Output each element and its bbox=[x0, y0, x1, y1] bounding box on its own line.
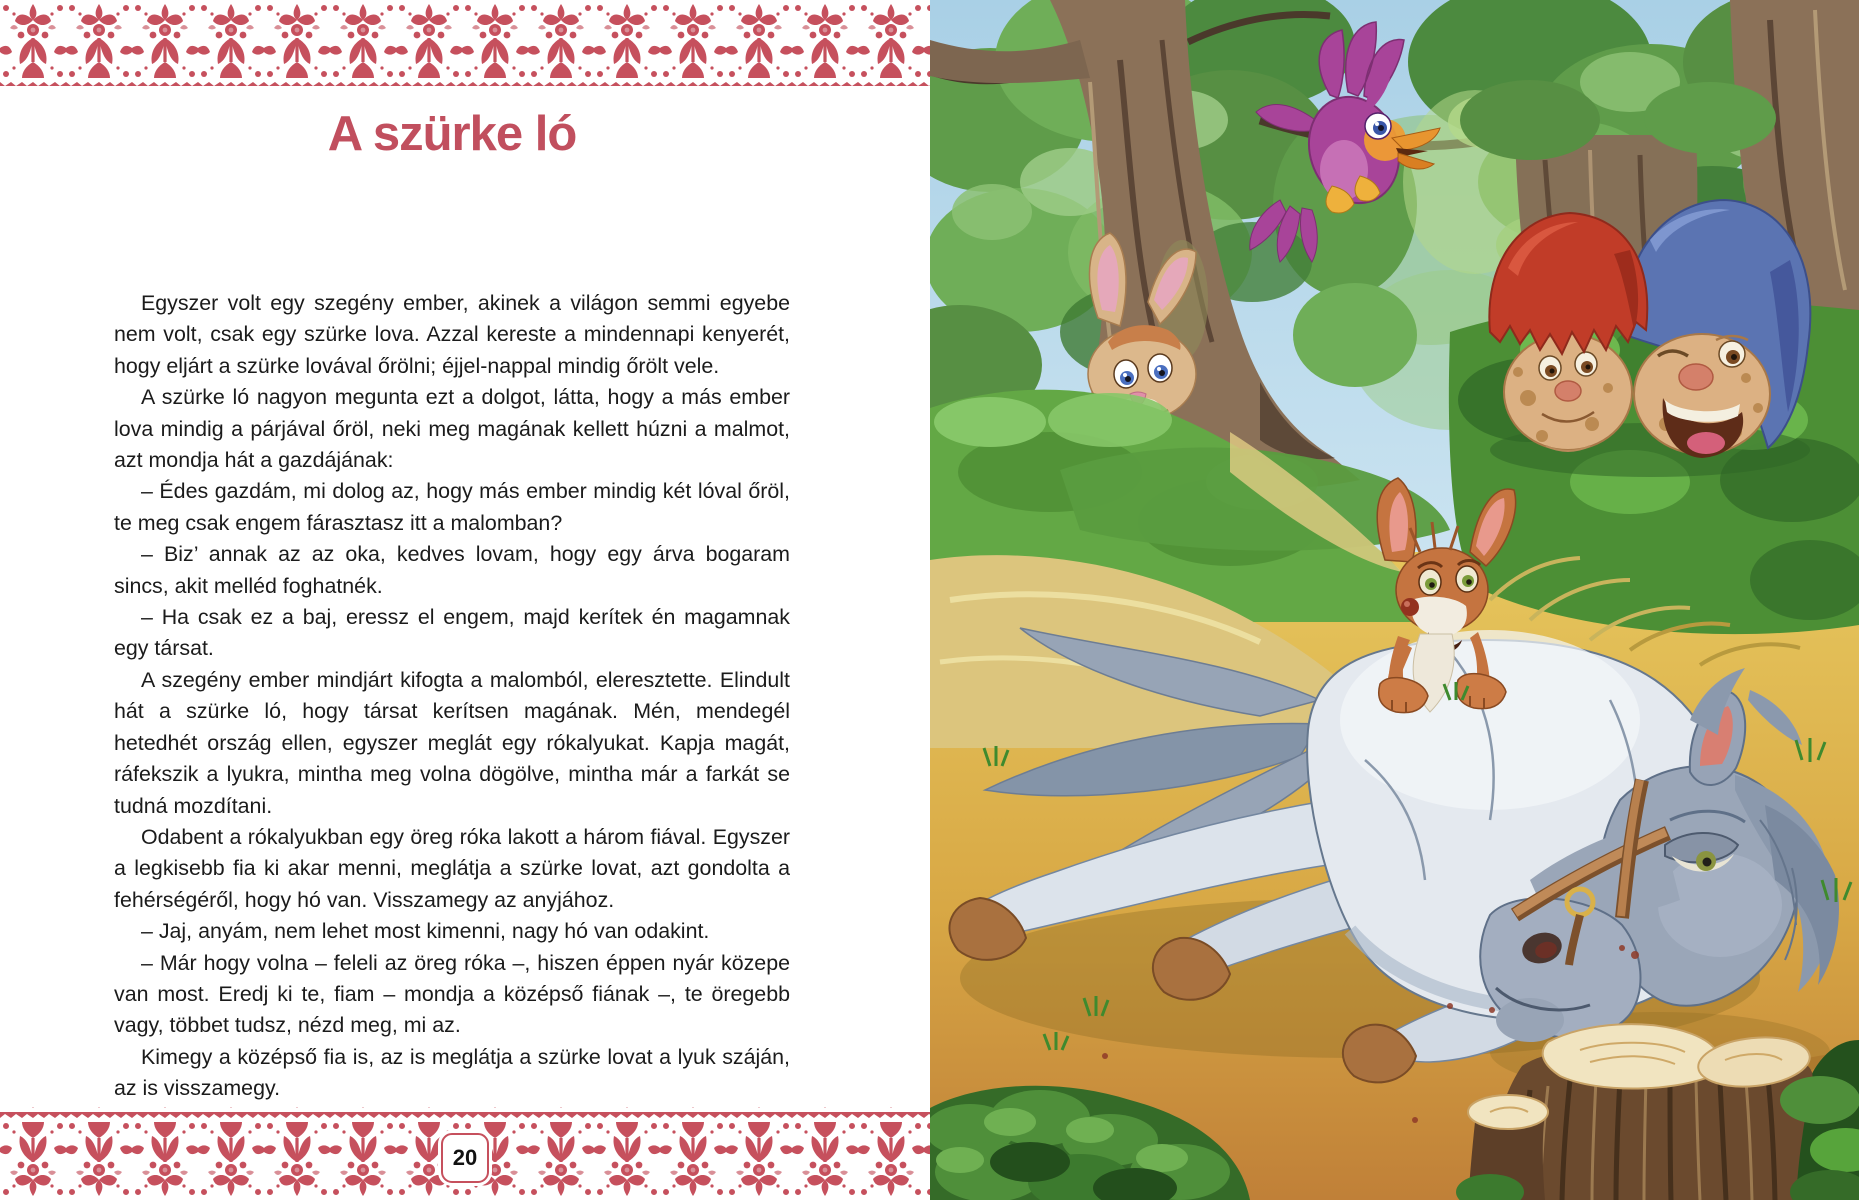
mushroom-blue-cap bbox=[1625, 200, 1810, 458]
leaves-over-trunk bbox=[1460, 80, 1600, 160]
page-number: 20 bbox=[452, 1145, 478, 1170]
damask-border-top bbox=[0, 0, 930, 86]
paragraph: Egyszer volt egy szegény ember, akinek a világon semmi egyebe nem volt, csak egy szürke lova. Azzal kereste a mindennapi kenyerét, hogy eljárt a szürke lovával őrölni; éjjel-nappal mindig őrölt vele. bbox=[114, 291, 790, 378]
leaves-over-trunk bbox=[1644, 82, 1776, 154]
paragraph: Kimegy a középső fia is, az is meglátja a szürke lovat a lyuk száján, az is visszamegy. bbox=[114, 1044, 790, 1101]
mushroom-red-cap bbox=[1489, 213, 1647, 451]
paragraph: – Ha csak ez a baj, eressz el engem, majd kerítek én magamnak egy társat. bbox=[114, 605, 790, 661]
paragraph: A szürke ló nagyon megunta ezt a dolgot, látta, hogy a más ember lova mindig a párjával őröl, neki meg magának kellett húzni a malmot, azt mondja hát a gazdájának: bbox=[114, 385, 790, 473]
paragraph: A szegény ember mindjárt kifogta a malomból, eleresztette. Elindult hát a szürke ló, hogy társat kerítsen magának. Mén, mendegél hetedhét ország ellen, egyszer meglát egy rókalyukat. Kapja magát, ráfekszik a lyukra, mintha meg volna dögölve, mintha már a farkát se tudná mozdítani. bbox=[114, 667, 790, 818]
paragraph: Odabent a rókalyukban egy öreg róka lakott a három fiával. Egyszer a legkisebb fia ki akar menni, meglátja a szürke lovat, azt gondolta a fehérségéről, hogy hó van. Visszamegy az anyjához. bbox=[114, 824, 790, 912]
story-illustration bbox=[930, 0, 1859, 1200]
paragraph: – Biz’ annak az az oka, kedves lovam, hogy egy árva bogaram sincs, akit melléd foghatnék. bbox=[114, 542, 790, 598]
page-number-badge bbox=[441, 1133, 489, 1183]
paragraph: – Édes gazdám, mi dolog az, hogy más ember mindig két lóval őröl, te meg csak engem fárasztasz itt a malomban? bbox=[114, 479, 790, 535]
page-title: A szürke ló bbox=[327, 107, 577, 161]
story-text bbox=[114, 288, 790, 1107]
paragraph: – Jaj, anyám, nem lehet most kimenni, nagy hó van odakint. bbox=[141, 919, 710, 944]
paragraph: – Már hogy volna – feleli az öreg róka –, hiszen éppen nyár közepe van most. Eredj ki te, fiam – mondja a középső fiának –, te öregebb vagy, többet tudsz, nézd meg, mi az. bbox=[114, 950, 790, 1038]
